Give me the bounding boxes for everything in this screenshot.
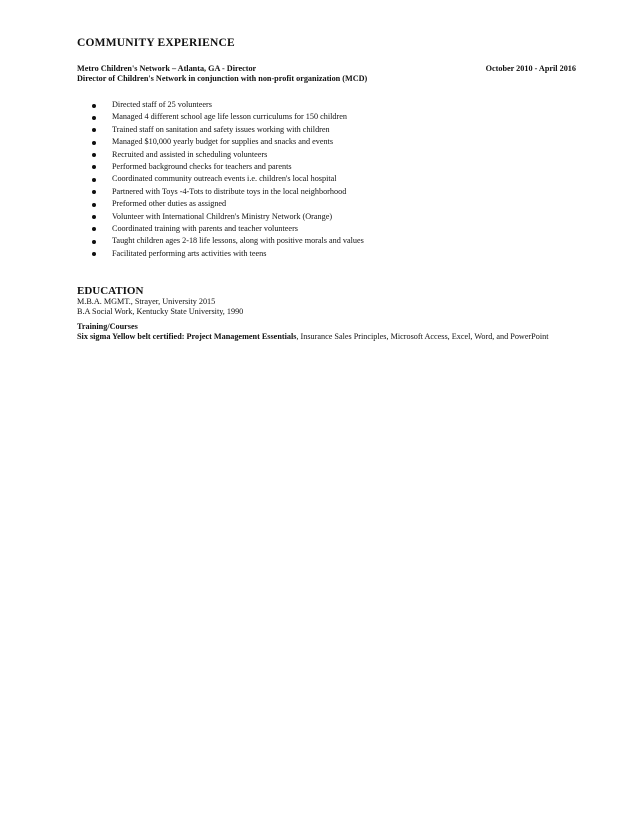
- bullet-text: Partnered with Toys -4-Tots to distribute toys in the local neighborhood: [112, 186, 347, 196]
- list-item: [92, 186, 364, 198]
- training-list: [77, 332, 548, 341]
- bullet-text: Directed staff of 25 volunteers: [112, 100, 212, 109]
- bullet-text: Recruited and assisted in scheduling volunteers: [112, 149, 268, 159]
- bullet-icon: [92, 116, 96, 120]
- bullet-icon: [92, 141, 96, 145]
- bullet-text: Facilitated performing arts activities with teens: [112, 248, 267, 258]
- bullet-icon: [92, 227, 96, 231]
- job-title: Metro Children's Network – Atlanta, GA - Director: [77, 64, 257, 73]
- bullet-icon: [92, 215, 96, 219]
- list-item: [92, 235, 364, 247]
- education-heading: EDUCATION: [77, 285, 144, 297]
- list-item: [92, 198, 364, 210]
- list-item: [92, 161, 364, 173]
- list-item: [92, 111, 364, 123]
- bullet-icon: [92, 104, 96, 108]
- bullet-text: Coordinated community outreach events i.e. children's local hospital: [112, 174, 337, 184]
- list-item: [92, 211, 364, 223]
- training-certifications: Six sigma Yellow belt certified: Project Management Essentials: [77, 332, 297, 341]
- bullet-text: Taught children ages 2-18 life lessons, along with positive morals and values: [112, 236, 364, 246]
- list-item: [92, 173, 364, 185]
- bullet-icon: [92, 252, 96, 256]
- job-subtitle: Director of Children's Network in conjunction with non-profit organization (MCD): [77, 74, 368, 83]
- bullet-text: Managed $10,000 yearly budget for supplies and snacks and events: [112, 137, 334, 147]
- training-courses: , Insurance Sales Principles, Microsoft Access, Excel, Word, and PowerPoint: [296, 332, 549, 341]
- bullet-icon: [92, 153, 96, 157]
- bullet-icon: [92, 240, 96, 244]
- bullet-icon: [92, 178, 96, 182]
- bullet-text: Managed 4 different school age life lesson curriculums for 150 children: [112, 112, 347, 122]
- list-item: [92, 99, 364, 111]
- training-heading: Training/Courses: [77, 322, 138, 331]
- community-experience-heading: COMMUNITY EXPERIENCE: [77, 37, 235, 49]
- bullet-icon: [92, 203, 96, 207]
- bullet-text: Volunteer with International Children's Ministry Network (Orange): [112, 211, 333, 221]
- bullet-icon: [92, 190, 96, 194]
- degree-ba: B.A Social Work, Kentucky State University, 1990: [77, 307, 244, 316]
- list-item: [92, 223, 364, 235]
- bullet-text: Performed background checks for teachers and parents: [112, 161, 292, 171]
- bullet-text: Coordinated training with parents and teacher volunteers: [112, 223, 298, 233]
- list-item: [92, 124, 364, 136]
- experience-bullet-list: [92, 99, 364, 260]
- bullet-icon: [92, 165, 96, 169]
- job-header: [77, 64, 576, 73]
- degree-mba: M.B.A. MGMT., Strayer, University 2015: [77, 297, 216, 306]
- bullet-text: Trained staff on sanitation and safety issues working with children: [112, 124, 330, 134]
- bullet-icon: [92, 128, 96, 132]
- job-dates: October 2010 - April 2016: [485, 64, 576, 73]
- list-item: [92, 136, 364, 148]
- bullet-text: Preformed other duties as assigned: [112, 199, 227, 209]
- list-item: [92, 149, 364, 161]
- list-item: [92, 248, 364, 260]
